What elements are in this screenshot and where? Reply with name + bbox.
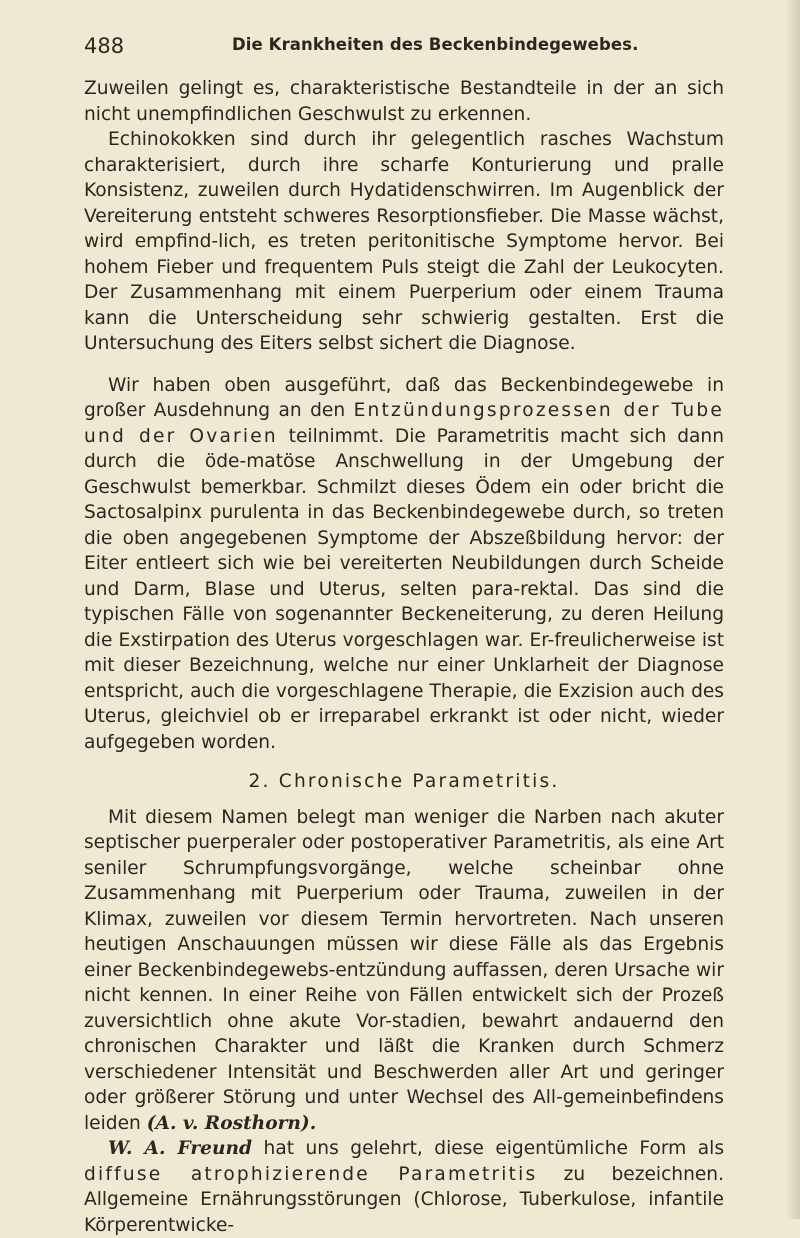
page-header: [84, 34, 724, 58]
paragraph-freund-text-a: hat uns gelehrt, diese eigentümliche Form als: [252, 1138, 725, 1159]
paragraph-freund: [84, 1136, 724, 1238]
author-citation-freund: W. A. Freund: [108, 1138, 253, 1159]
paragraph-intro-text: Zuweilen gelingt es, charakteristische Bestandteile in der an sich nicht unempfindlichen Geschwulst zu erkennen.: [84, 78, 724, 125]
page-number: 488: [84, 34, 125, 58]
paragraph-echinokokken-text: Echinokokken sind durch ihr gelegentlich rasches Wachstum charakterisiert, durch ihre scharfe Konturierung und pralle Konsistenz, zuweilen durch Hydatidenschwirren. Im Augenblick der Vereiterung entsteht schweres Resorptionsfieber. Die Masse wächst, wird empfind-lich, es treten peritonitische Symptome hervor. Bei hohem Fieber und frequentem Puls steigt die Zahl der Leukocyten. Der Zusammenhang mit einem Puerperium oder einem Trauma kann die Unterscheidung sehr schwierig gestalten. Erst die Untersuchung des Eiters selbst sichert die Diagnose.: [84, 129, 724, 354]
emphasis-entzuendungsprozesse: Entzündungsprozessen der Tube und der Ovarien: [84, 400, 724, 447]
body-text: [84, 76, 724, 1238]
paragraph-freund-text-b: zu bezeichnen. Allgemeine Ernährungsstörungen (Chlorose, Tuberkulose, infantile Körperentwicke-: [84, 1163, 724, 1236]
emphasis-diffuse-parametritis: diffuse atrophizierende Parametritis: [84, 1163, 538, 1185]
author-citation-rosthorn: (A. v. Rosthorn).: [146, 1112, 317, 1134]
running-title: Die Krankheiten des Beckenbindegewebes.: [232, 35, 639, 54]
section-heading: 2. Chronische Parametritis.: [248, 771, 560, 792]
paragraph-chronische-text: Mit diesem Namen belegt man weniger die Narben nach akuter septischer puerperaler oder postoperativer Parametritis, als eine Art seniler Schrumpfungsvorgänge, welche scheinbar ohne Zusammenhang mit Puerperium oder Trauma, zuweilen in der Klimax, zuweilen vor diesem Termin hervortreten. Nach unseren heutigen Anschauungen müssen wir diese Fälle als das Ergebnis einer Beckenbindegewebs-entzündung auffassen, deren Ursache wir nicht kennen. In einer Reihe von Fällen entwickelt sich der Prozeß zuversichtlich ohne akute Vor-stadien, bewahrt andauernd den chronischen Charakter und läßt die Kranken durch Schmerz verschiedener Intensität und Beschwerden aller Art und geringer oder größerer Störung und unter Wechsel des All-gemeinbefindens leiden: [84, 806, 724, 1134]
paragraph-echinokokken: [84, 127, 724, 357]
paragraph-beckeneiterung: [84, 373, 724, 756]
page-edge-shadow: [786, 0, 800, 1219]
paragraph-beckeneiterung-text-a: Wir haben oben ausgeführt, daß das Beckenbindegewebe in großer Ausdehnung an den: [84, 374, 724, 421]
paragraph-beckeneiterung-text-b: teilnimmt. Die Parametritis macht sich dann durch die öde-matöse Anschwellung in der Umgebung der Geschwulst bemerkbar. Schmilzt dieses Ödem ein oder bricht die Sactosalpinx purulenta in das Beckenbindegewebe durch, so treten die oben angegebenen Symptome der Abszeßbildung hervor: der Eiter entleert sich wie bei vereiterten Neubildungen durch Scheide und Darm, Blase und Uterus, selten para-rektal. Das sind die typischen Fälle von sogenannter Beckeneiterung, zu deren Heilung die Exstirpation des Uterus vorgeschlagen war. Er-freulicherweise ist mit dieser Bezeichnung, welche nur einer Unklarheit der Diagnose entspricht, auch die vorgeschlagene Therapie, die Exzision auch des Uterus, gleichviel ob er irreparabel erkrankt ist oder nicht, wieder aufgegeben worden.: [84, 425, 724, 753]
paragraph-intro: [84, 76, 724, 127]
paragraph-chronische: [84, 805, 724, 1137]
